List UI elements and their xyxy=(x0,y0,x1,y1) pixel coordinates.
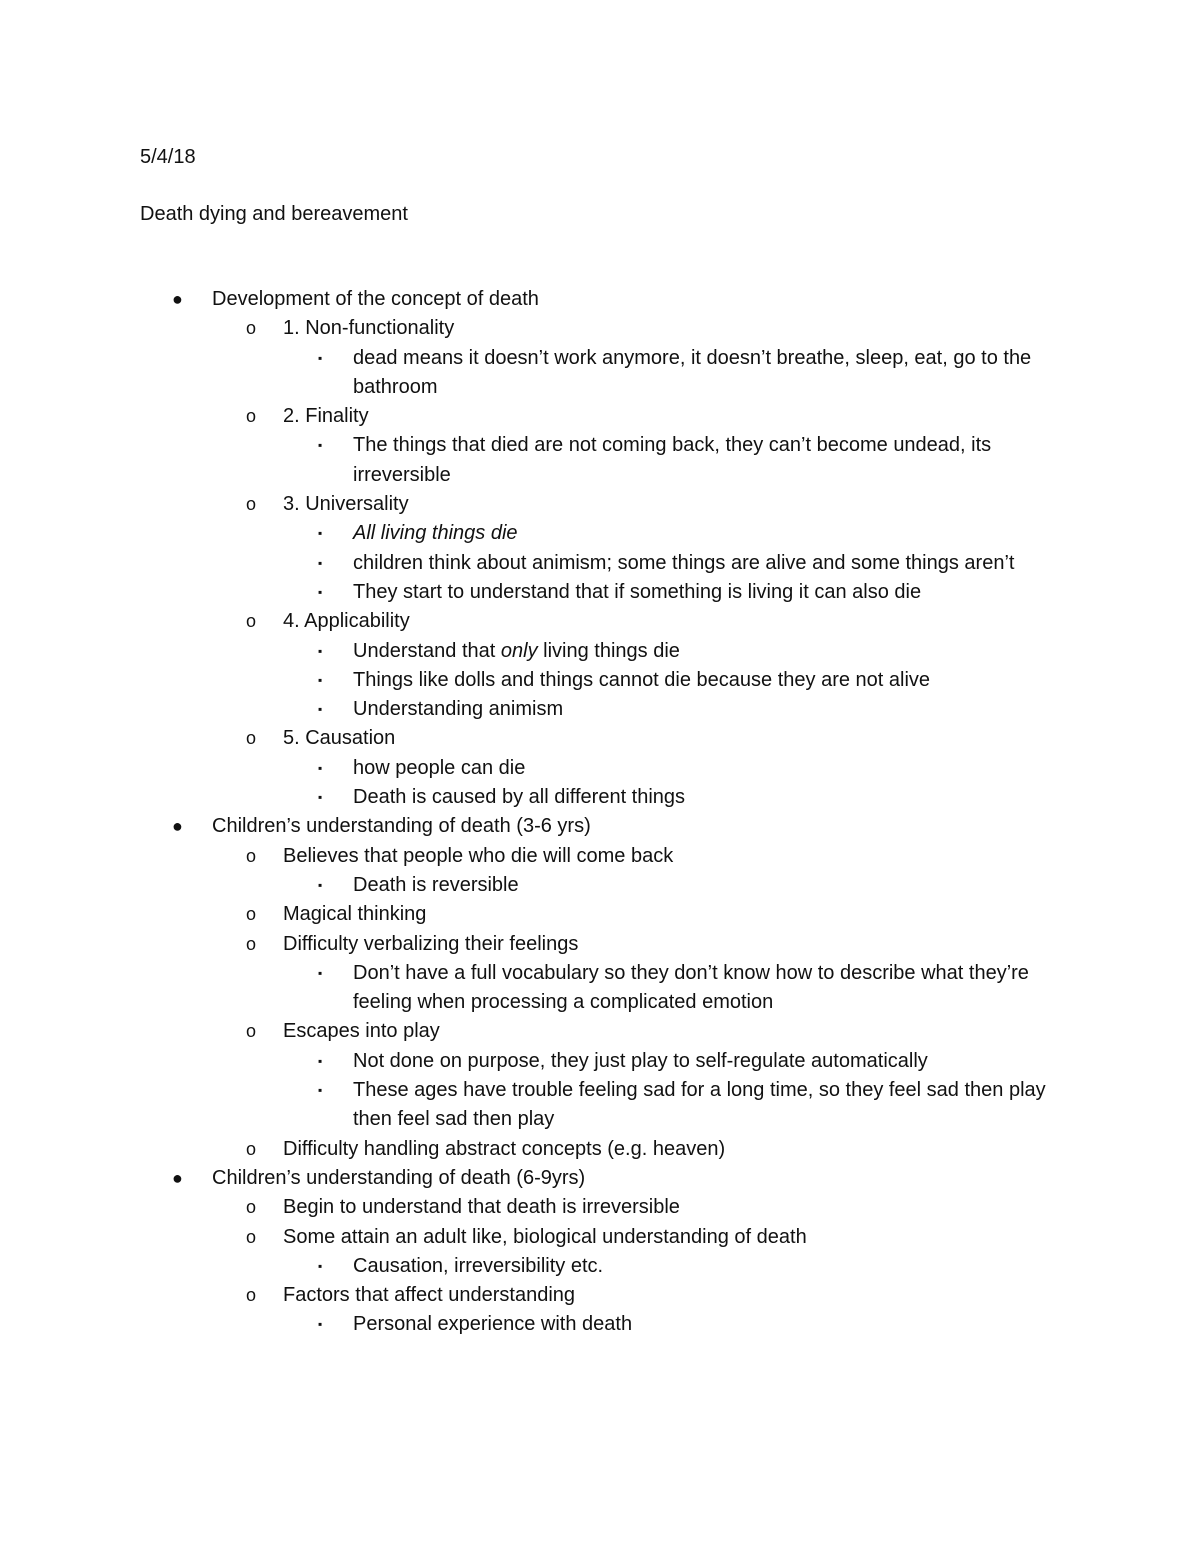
outline-item-text: Escapes into play xyxy=(283,1020,440,1043)
bullet-marker: o xyxy=(246,406,257,427)
outline-item-text: The things that died are not coming back, they can’t become undead, its irreversible xyxy=(353,434,992,486)
outline-item-level-2 xyxy=(0,490,1200,519)
outline-item-level-3 xyxy=(0,959,1200,1018)
outline-item-level-2 xyxy=(0,724,1200,753)
outline-item-level-2 xyxy=(0,1193,1200,1222)
bullet-marker: ▪ xyxy=(318,526,323,541)
outline-item-level-2 xyxy=(0,607,1200,636)
bullet-marker: o xyxy=(246,611,257,632)
outline-item-level-3 xyxy=(0,519,1200,548)
outline-item-level-3 xyxy=(0,1310,1200,1339)
outline-item-level-3 xyxy=(0,871,1200,900)
outline-item-text xyxy=(353,637,1063,666)
outline-item-text: Not done on purpose, they just play to self-regulate automatically xyxy=(353,1049,928,1072)
outline-item-level-3 xyxy=(0,1076,1200,1135)
emphasized-text: only xyxy=(500,639,538,662)
bullet-marker: ▪ xyxy=(318,1083,323,1098)
bullet-marker: o xyxy=(246,1197,257,1218)
outline-item-level-3 xyxy=(0,1252,1200,1281)
outline-item-level-3 xyxy=(0,578,1200,607)
outline-item-text: Magical thinking xyxy=(283,903,427,926)
bullet-marker: o xyxy=(246,1138,257,1159)
bullet-marker: o xyxy=(246,845,257,866)
bullet-marker: ▪ xyxy=(318,1317,323,1332)
bullet-marker: o xyxy=(246,318,257,339)
outline-item-level-2 xyxy=(0,402,1200,431)
bullet-marker: o xyxy=(246,1285,257,1306)
outline-item-text: how people can die xyxy=(353,756,526,779)
outline-item-text: children think about animism; some things are alive and some things aren’t xyxy=(353,551,1015,574)
outline-item-text: Difficulty verbalizing their feelings xyxy=(283,932,579,955)
outline-item-level-2 xyxy=(0,1135,1200,1164)
outline-item-text: Development of the concept of death xyxy=(212,288,539,310)
bullet-marker: ▪ xyxy=(318,877,323,892)
document-date: 5/4/18 xyxy=(140,146,196,168)
bullet-marker: ● xyxy=(172,289,183,309)
bullet-marker: o xyxy=(246,728,257,749)
outline-item-text: 4. Applicability xyxy=(283,610,410,633)
outline-item-text: 1. Non-functionality xyxy=(283,317,455,340)
outline-item-level-2 xyxy=(0,842,1200,871)
bullet-marker: ▪ xyxy=(318,643,323,658)
bullet-marker: o xyxy=(246,494,257,515)
outline-item-level-3 xyxy=(0,1047,1200,1076)
outline-item-text: Factors that affect understanding xyxy=(283,1284,576,1307)
outline-item-text: These ages have trouble feeling sad for a long time, so they feel sad then play then feel sad then play xyxy=(353,1079,1046,1131)
outline-item-text: 2. Finality xyxy=(283,405,369,428)
outline-item-text: 3. Universality xyxy=(283,493,409,516)
outline-item-level-3 xyxy=(0,431,1200,490)
outline-item-level-1 xyxy=(0,812,1200,841)
text-segment: Understand that xyxy=(353,639,501,662)
outline-item-text: Causation, irreversibility etc. xyxy=(353,1254,604,1277)
outline-item-level-3 xyxy=(0,783,1200,812)
bullet-marker: ▪ xyxy=(318,672,323,687)
outline-item-text: Believes that people who die will come back xyxy=(283,844,674,867)
bullet-marker: ▪ xyxy=(318,350,323,365)
emphasized-text: All living things die xyxy=(353,522,518,545)
outline-item-text xyxy=(353,519,1063,548)
outline-item-text: They start to understand that if something is living it can also die xyxy=(353,580,922,603)
bullet-marker: ● xyxy=(172,1167,183,1188)
outline-item-text: 5. Causation xyxy=(283,727,396,750)
text-segment: living things die xyxy=(537,639,680,662)
outline-item-text: dead means it doesn’t work anymore, it doesn’t breathe, sleep, eat, go to the bathroom xyxy=(353,346,1032,398)
outline-item-text: Death is reversible xyxy=(353,873,519,896)
outline-item-text: Begin to understand that death is irreversible xyxy=(283,1196,680,1219)
outline-item-level-2 xyxy=(0,930,1200,959)
bullet-marker: ● xyxy=(172,816,183,837)
outline-item-level-2 xyxy=(0,900,1200,929)
outline-item-level-2 xyxy=(0,1223,1200,1252)
bullet-marker: ▪ xyxy=(318,438,323,453)
bullet-marker: o xyxy=(246,1226,257,1247)
outline-item-text: Some attain an adult like, biological understanding of death xyxy=(283,1225,807,1248)
outline-item-level-3 xyxy=(0,666,1200,695)
document-title: Death dying and bereavement xyxy=(140,203,408,225)
outline-item-text: Don’t have a full vocabulary so they don’t know how to describe what they’re feeling when processing a complicated emotion xyxy=(353,961,1029,1014)
outline-item-level-2 xyxy=(0,1017,1200,1046)
outline-item-text: Personal experience with death xyxy=(353,1313,633,1336)
bullet-marker: ▪ xyxy=(318,760,323,775)
bullet-marker: ▪ xyxy=(318,1258,323,1273)
outline-item-level-2 xyxy=(0,314,1200,343)
outline-item-text: Children’s understanding of death (3-6 yrs) xyxy=(212,815,591,838)
bullet-marker: ▪ xyxy=(318,702,323,717)
outline-item-level-3 xyxy=(0,695,1200,724)
bullet-marker: o xyxy=(246,904,257,925)
notes-outline xyxy=(0,285,1200,1340)
outline-item-text: Things like dolls and things cannot die because they are not alive xyxy=(353,668,931,691)
outline-item-text: Understanding animism xyxy=(353,698,564,721)
outline-item-level-3 xyxy=(0,549,1200,578)
outline-item-level-1 xyxy=(0,1164,1200,1193)
outline-item-level-2 xyxy=(0,1281,1200,1310)
bullet-marker: ▪ xyxy=(318,965,323,980)
outline-item-text: Difficulty handling abstract concepts (e.g. heaven) xyxy=(283,1137,726,1160)
outline-item-level-1 xyxy=(0,285,1200,314)
outline-item-text: Death is caused by all different things xyxy=(353,786,686,809)
bullet-marker: ▪ xyxy=(318,790,323,805)
bullet-marker: ▪ xyxy=(318,584,323,599)
bullet-marker: o xyxy=(246,1021,257,1042)
bullet-marker: ▪ xyxy=(318,1053,323,1068)
outline-item-text: Children’s understanding of death (6-9yrs) xyxy=(212,1166,586,1189)
outline-item-level-3 xyxy=(0,637,1200,666)
bullet-marker: ▪ xyxy=(318,555,323,570)
bullet-marker: o xyxy=(246,933,257,954)
outline-item-level-3 xyxy=(0,754,1200,783)
outline-item-level-3 xyxy=(0,344,1200,403)
